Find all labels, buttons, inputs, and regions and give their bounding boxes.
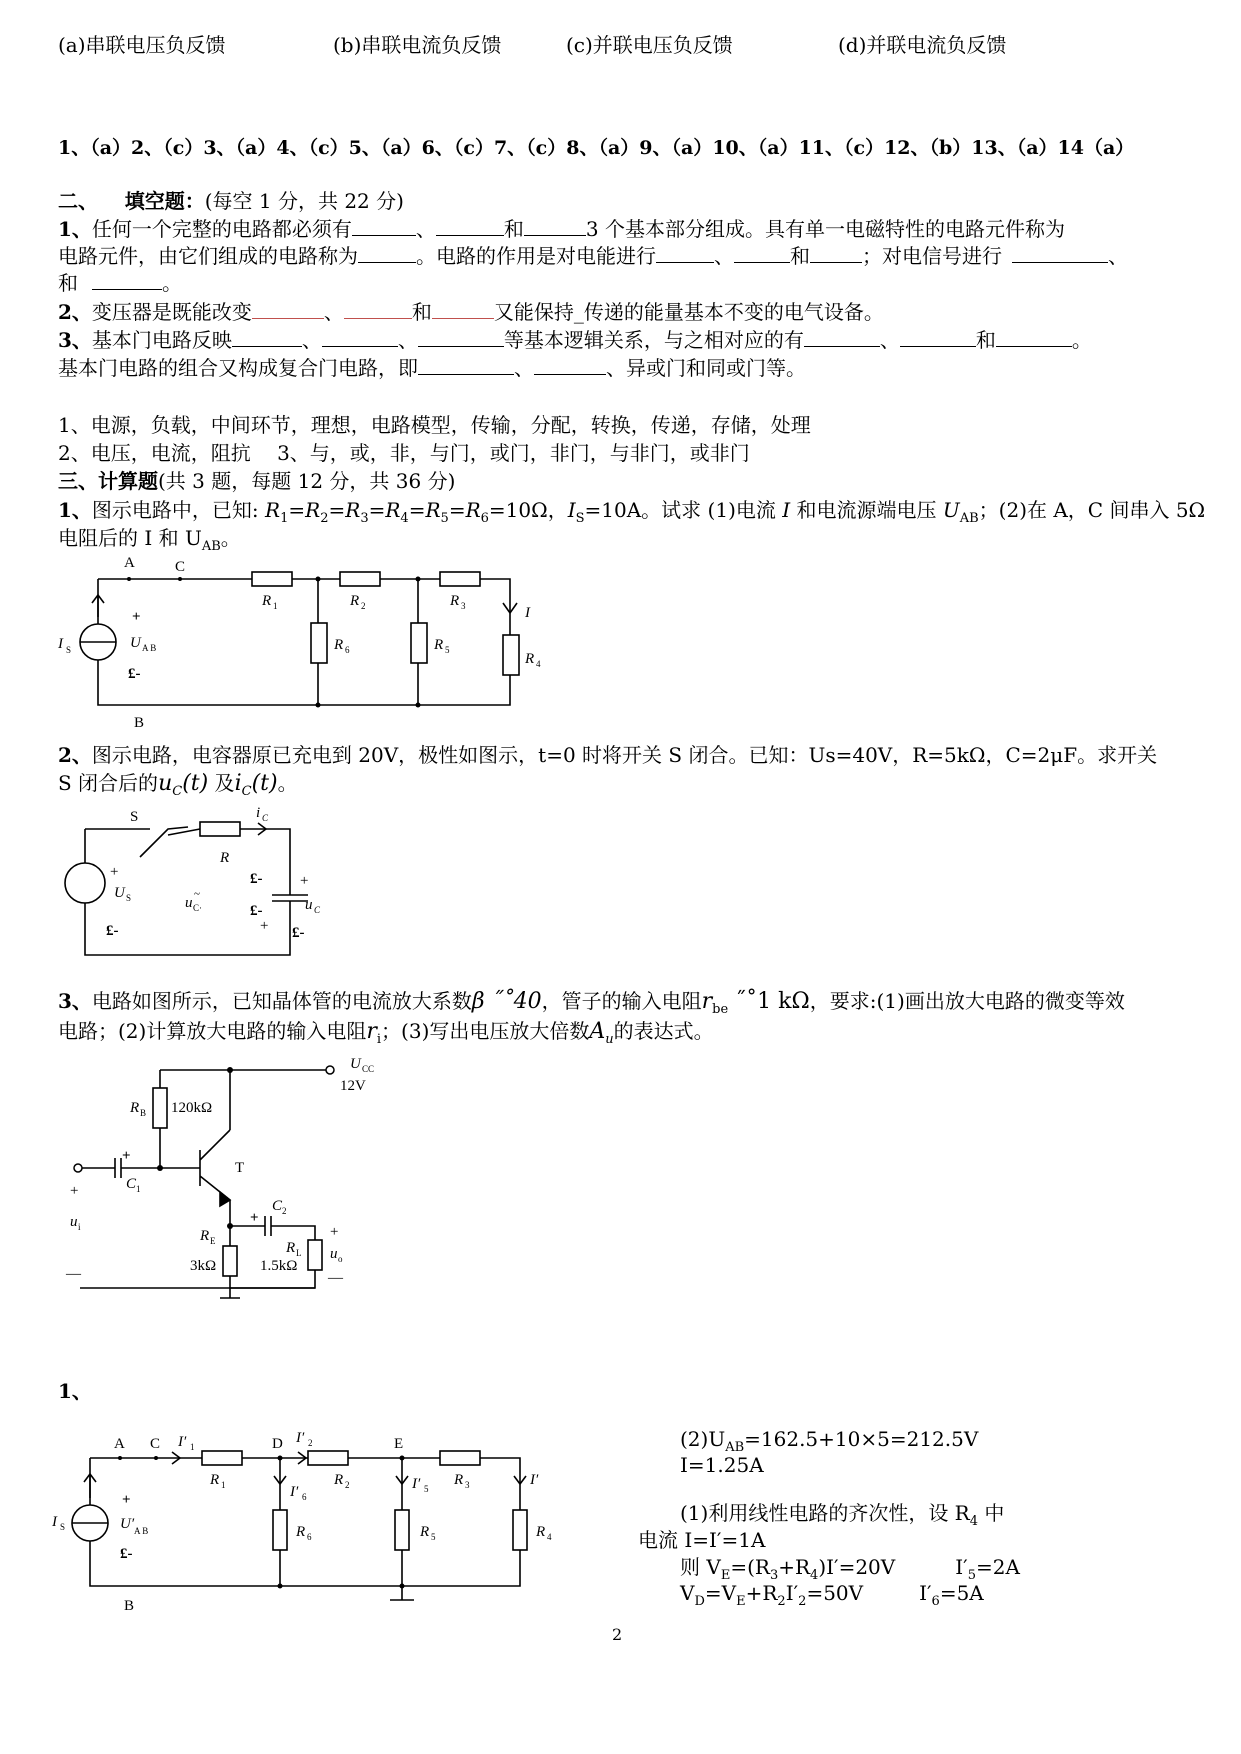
q1-text: 和 [58,271,78,295]
blank [252,300,324,319]
uab-prime-label: U′ [120,1516,135,1532]
solution-text: =V [704,1581,737,1605]
solution-text: +R [778,1555,811,1579]
iprime-label: I′ [530,1472,539,1488]
solution-sub: AB [725,1440,745,1455]
solution-text: =(R [730,1555,770,1579]
uo-sub: o [338,1254,343,1264]
switch-s-label: S [130,809,139,825]
uo-minus: — [328,1270,343,1286]
us-label: U [114,885,125,901]
calc-q1-text: 图示电路中，已知: [91,498,266,522]
cap-minus-2: £- [250,903,263,919]
solution-part1-line3: 则 $V_E=(R_3+R_4)I'=20V$ $I'_5=2A$ [680,1555,1020,1583]
r6-sub: 6 [345,645,350,655]
c1-sub: 1 [136,1184,141,1194]
calc-q3-text: 电路如图所示，已知晶体管的电流放大系数 [91,989,472,1013]
transistor-t-label: T [235,1160,245,1176]
node-b-label: B [124,1598,135,1614]
ic-arg: (t) [251,771,278,796]
blank [996,328,1072,347]
blank [418,328,504,347]
r5-sub: 5 [431,1532,436,1542]
calc-q2-line2 [58,770,298,805]
calc-q1-num: 1、 [58,498,92,522]
q2-text: 又能保持_传递的能量基本不变的电气设备。 [493,300,884,324]
blank [322,328,398,347]
rb-sub: B [140,1108,147,1118]
blank [534,356,606,375]
q2-text: 和 [411,300,432,324]
q1-text: 电路元件，由它们组成的电路称为 [58,244,358,268]
c2-sub: 2 [282,1206,287,1216]
fill-answer-2: 2、电压，电流，阻抗 3、与，或，非，与门，或门，非门，与非门，或非门 [58,441,750,465]
u-minus: £- [120,1546,133,1562]
uo-label: u [330,1246,338,1262]
r6-sub: 6 [307,1532,312,1542]
solution-text: +R [745,1581,778,1605]
calc-q3-text: 电路；(2)计算放大电路的输入电阻 [58,1019,367,1043]
r2-sub: 2 [345,1480,350,1490]
ri-symbol: r [366,1019,377,1044]
r1-label: R [210,1472,220,1488]
q1-text: 、 [415,217,436,241]
calc-heading-num: 三、 [58,469,98,493]
ucc-value: 12V [340,1078,366,1094]
solution-text: V [680,1581,695,1605]
fill-q1-line3 [58,270,182,296]
node-e-label: E [394,1436,404,1452]
calc-q3-num: 3、 [58,989,92,1013]
ui-minus: — [66,1266,81,1282]
node-a-label: A [124,555,135,571]
fill-q3-line1 [58,327,1092,353]
rl-sub: L [296,1248,302,1258]
blank [1012,244,1108,263]
q1-text: 、 [1108,244,1128,268]
q1-text: 和 [790,244,810,268]
solution-text: I′ [955,1555,968,1579]
blank [810,244,862,263]
us-sub: S [126,893,132,903]
q1-text: 、 [714,244,734,268]
option-d: (d)并联电流负反馈 [838,33,1007,57]
is-label: I [58,636,63,652]
c1-plus: + [122,1148,131,1164]
fill-heading-title: 填空题： [124,189,205,213]
i6-sub: 6 [302,1492,307,1502]
r6-label: R [334,637,344,653]
solution-text: )I′=20V [818,1555,896,1579]
is-label: I [52,1514,57,1530]
r4-label: R [536,1524,546,1540]
blank [352,217,416,236]
calc-q1-text: 。 [220,526,241,550]
blank [804,328,880,347]
blank [432,300,494,319]
r4-sub: 4 [547,1532,552,1542]
is-sub: S [66,645,72,655]
q3-text: 等基本逻辑关系，与之相对应的有 [503,328,804,352]
blank [232,328,302,347]
solution-text: =2A [975,1555,1020,1579]
ic-label: i [256,805,261,821]
u-plus: + [122,1492,131,1508]
i6-label: I′ [290,1484,299,1500]
r2-sub: 2 [361,601,366,611]
solution-text: (2)U [680,1427,726,1451]
ucc-sub: CC [362,1064,375,1074]
calc-q1-sub: AB [201,539,221,554]
node-c-label: C [150,1436,161,1452]
r-label: R [220,850,230,866]
blank [734,244,790,263]
r5-label: R [420,1524,430,1540]
calc-q1-text: 和电流源端电压 [790,498,943,522]
r6-label: R [296,1524,306,1540]
fill-q2-num: 2、 [58,300,92,324]
r4-label: R [525,651,535,667]
r2-label: R [350,593,360,609]
calc-q2-line1 [58,742,1157,768]
uab-sub: A B [142,643,157,653]
calc-q1-line1: 1、图示电路中，已知: $R_1=R_2=R_3=R_4=R_5=R_6=10\Omega$，$I_S=10A$。试求 (1)电流 I 和电流源端电压 $U_{AB}$；(2)在 A，C 间串入 5Ω [58,498,1206,526]
fill-heading [58,188,404,214]
r1-sub: 1 [221,1480,226,1490]
re-label: R [200,1228,210,1244]
i2-label: I′ [296,1430,305,1446]
ri-sub: i [376,1032,382,1047]
uo-plus: + [330,1224,339,1240]
solution-text: =50V [806,1581,864,1605]
r3-sub: 3 [461,601,466,611]
blank [358,244,416,263]
r2-label: R [334,1472,344,1488]
fill-heading-num: 二、 [58,189,98,213]
r4-sub: 4 [536,659,541,669]
fill-q3-line2 [58,355,806,381]
r3-sub: 3 [465,1480,470,1490]
cap-minus: £- [250,871,263,887]
ic-symbol: i [234,771,242,796]
cap-plus: + [260,918,269,934]
is-sub: S [60,1522,66,1532]
rb-label: R [130,1100,140,1116]
q3-text: 、 [879,328,900,352]
uc-symbol: u [158,771,173,796]
rbe-symbol: r [701,989,713,1014]
q1-text: 3 个基本部分组成。具有单一电磁特性的电路元件称为 [585,217,1066,241]
calc-q2-text: S 闭合后的 [58,771,159,795]
q3-text: 基本门电路的组合又构成复合门电路，即 [58,356,418,380]
option-a: (a)串联电压负反馈 [58,33,226,57]
calc-q2-text: 及 [208,771,235,795]
q3-text: 、异或门和同或门等。 [606,356,806,380]
solution-text: I′ [919,1581,932,1605]
blank [524,217,586,236]
blank [900,328,976,347]
ic-sub: C [241,784,252,799]
r3-label: R [454,1472,464,1488]
i1-label: I′ [178,1434,187,1450]
uc-right-label: u [305,897,313,913]
node-b-label: B [134,715,145,731]
rb-value: 120kΩ [171,1100,213,1116]
calc-q1-text: =10Ω， [488,498,568,522]
uc-left-label: u [185,895,193,911]
calc-q3-text: 的表达式。 [613,1019,714,1043]
solution-num: 1、 [58,1379,92,1403]
ucc-label: U [350,1056,361,1072]
r1-sub: 1 [273,601,278,611]
solution-text: I′ [785,1581,799,1605]
solution-text: =162.5+10×5=212.5V [744,1427,979,1451]
q1-text: 。 [162,271,182,295]
solution-part1-line4: $V_D=V_E+R_2I'_2=50V$ $I'_6=5A$ [680,1581,984,1609]
option-b: (b)串联电流负反馈 [333,33,502,57]
solution-text: (1)利用线性电路的齐次性，设 R [680,1501,970,1525]
ui-label: u [70,1214,78,1230]
i5-sub: 5 [424,1484,429,1494]
re-sub: E [210,1236,216,1246]
rl-label: R [286,1240,296,1256]
amplifier-circuit-diagram [60,1050,400,1300]
circuit-diagram-2 [50,805,340,965]
calc-q2-num: 2、 [58,743,92,767]
uc-left-tilde: ~ [194,888,200,900]
i2-sub: 2 [308,1438,313,1448]
solution-sub: 4 [969,1514,979,1529]
blank [656,244,714,263]
rbe-value: ˝˚1 kΩ [728,989,810,1014]
r1-label: R [262,593,272,609]
calc-q2-text: 。 [277,771,298,795]
calc-heading [58,468,455,494]
q3-text: 、 [514,356,534,380]
re-value: 3kΩ [190,1258,217,1274]
fill-heading-note: (每空 1 分，共 22 分) [204,189,404,213]
minus-sign: £- [128,666,141,682]
rl-value: 1.5kΩ [260,1258,298,1274]
calc-q3-text: ，管子的输入电阻 [541,989,702,1013]
calc-q1-text: =10A。试求 (1)电流 [584,498,783,522]
solution-sub: E [720,1568,731,1583]
i5-label: I′ [412,1476,421,1492]
rbe-sub: be [712,1002,729,1017]
choice-answers: 1、（a）2、（c）3、（a）4、（c）5、（a）6、（c）7、（c）8、（a）9、（a）10、（a）11、（c）12、（b）13、（a）14（a） [58,137,1135,159]
uc-plus: + [300,873,309,889]
au-symbol: A [589,1019,606,1044]
fill-q3-num: 3、 [58,328,92,352]
node-a-label: A [114,1436,125,1452]
calc-heading-note: (共 3 题，每题 12 分，共 36 分) [158,469,456,493]
ui-sub: i [78,1222,81,1232]
circuit-diagram-1 [50,555,541,731]
solution-text: 则 V [680,1555,721,1579]
blank [344,300,412,319]
fill-q1-line2 [58,243,1128,269]
uab-prime-sub: A B [134,1526,149,1536]
q3-text: 基本门电路反映 [91,328,232,352]
calc-q1-text: ；(2)在 A，C 间串入 5Ω [978,498,1206,522]
calc-q2-text: 图示电路，电容器原已充电到 20V，极性如图示，t=0 时将开关 S 闭合。已知：Us=40V，R=5kΩ，C=2μF。求开关 [91,743,1158,767]
q1-text: ；对电信号进行 [862,244,1002,268]
q2-text: 、 [323,300,344,324]
us-plus: + [110,864,119,880]
calc-q1-text: 电阻后的 I 和 U [58,526,202,550]
uc-right-sub: C [314,905,321,915]
uc-minus: £- [292,925,305,941]
node-d-label: D [272,1436,283,1452]
plus-sign: + [132,609,141,625]
uc-arg: (t) [182,771,209,796]
calc-q3-text: ，要求:(1)画出放大电路的微变等效 [809,989,1125,1013]
q3-text: 和 [975,328,996,352]
calc-q3-text: ；(3)写出电压放大倍数 [381,1019,590,1043]
page-number: 2 [612,1625,623,1644]
blank [92,271,162,290]
solution-text: 中 [978,1501,1005,1525]
q1-text: 任何一个完整的电路都必须有 [91,217,352,241]
i1-sub: 1 [190,1442,195,1452]
beta-value: β ˝˚40 [471,989,542,1014]
r5-sub: 5 [445,645,450,655]
uab-label: U [130,635,141,651]
ic-sub-label: C [262,813,269,823]
calc-heading-title: 计算题 [98,469,158,493]
solution-text: =5A [939,1581,984,1605]
blank [436,217,504,236]
fill-answer-1: 1、电源，负载，中间环节，理想，电路模型，传输，分配，转换，传递，存储，处理 [58,413,811,437]
solution-sub: 5 [967,1568,976,1583]
uc-sub: C [172,784,183,799]
q2-text: 变压器是既能改变 [91,300,252,324]
r3-label: R [450,593,460,609]
solution-sub: 6 [931,1594,940,1609]
q3-text: 、 [301,328,322,352]
q3-text: 。 [1071,328,1092,352]
fill-q1-line1 [58,216,1065,242]
ui-plus: + [70,1183,79,1199]
solution-part1-line2: 电流 I=I′=1A [638,1528,766,1552]
fill-q2 [58,299,884,325]
q1-text: 和 [503,217,524,241]
c1-label: C [126,1176,137,1192]
q3-text: 、 [397,328,418,352]
solution-part2-line2: I=1.25A [680,1453,764,1477]
solution-circuit-diagram [50,1428,570,1618]
blank [418,356,514,375]
current-i-label: I [525,605,530,621]
solution-sub: D [694,1594,705,1609]
option-c: (c)并联电压负反馈 [566,33,733,57]
c2-label: C [272,1198,283,1214]
q1-text: 。电路的作用是对电能进行 [416,244,656,268]
r5-label: R [434,637,444,653]
uc-left-sub: C· [193,903,202,913]
calc-q3-line2 [58,1018,714,1053]
us-minus: £- [106,923,119,939]
fill-q1-num: 1、 [58,217,92,241]
c2-plus: + [250,1210,259,1226]
node-c-label: C [175,559,186,575]
au-sub: u [605,1032,614,1047]
